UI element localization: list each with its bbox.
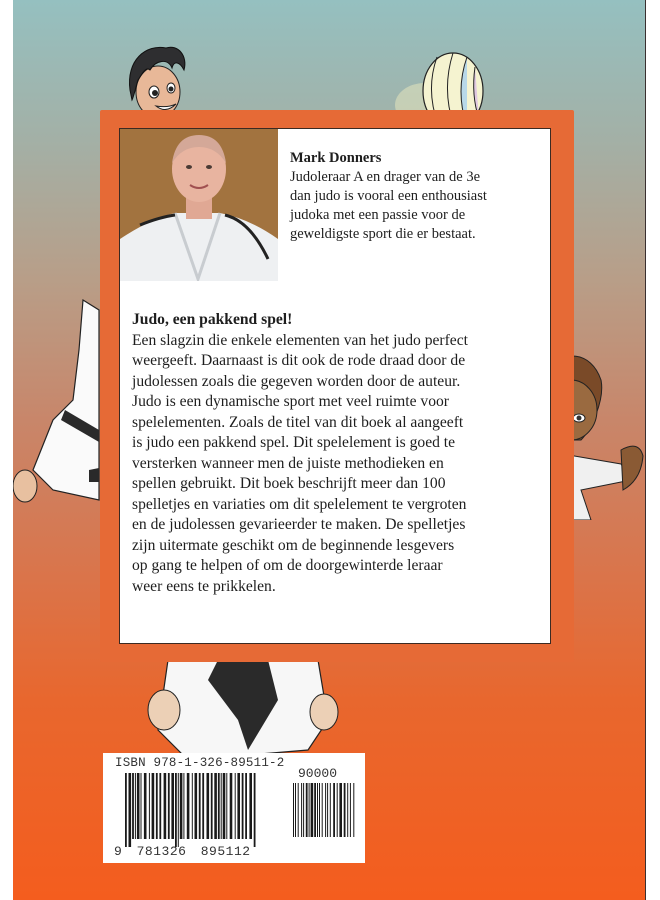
blurb-line: weer eens te prikkelen. xyxy=(132,577,276,595)
barcode-bar xyxy=(293,783,294,837)
barcode-bar xyxy=(141,773,142,839)
isbn-barcode xyxy=(103,753,365,863)
book-blurb xyxy=(132,310,548,597)
barcode-bar xyxy=(344,783,346,837)
barcode-bar xyxy=(333,783,335,837)
barcode-bar xyxy=(309,783,310,837)
barcode-bar xyxy=(207,773,210,839)
author-bio-line: dan judo is vooral een enthousiast xyxy=(290,188,487,204)
barcode-bar xyxy=(199,773,201,839)
barcode-bar xyxy=(298,783,299,837)
author-bio-line: judoka met een passie voor de xyxy=(290,207,466,223)
ean-right-digits: 895112 xyxy=(200,844,251,859)
barcode-bar xyxy=(221,773,222,839)
barcode-bar xyxy=(337,783,338,837)
barcode-bar xyxy=(226,773,227,839)
barcode-bar xyxy=(144,773,147,839)
barcode-bar xyxy=(135,773,136,839)
barcode-bar xyxy=(164,773,167,839)
blurb-line: spelelementen. Zoals de titel van dit boek al aangeeft xyxy=(132,413,464,431)
barcode-bar xyxy=(301,783,302,837)
blurb-line: is judo een pakkend spel. Dit spelelement is goed te xyxy=(132,434,456,451)
barcode-bar xyxy=(350,783,351,837)
author-bio xyxy=(290,149,550,244)
author-bio-line: Judoleraar A en drager van de 3e xyxy=(290,169,481,185)
barcode-bar xyxy=(311,783,314,837)
info-card-inner xyxy=(119,128,551,644)
barcode-bar xyxy=(254,773,256,847)
barcode-bar xyxy=(317,783,318,837)
blurb-line: spelletjes en variaties om dit spelelement te vergroten xyxy=(132,495,467,513)
barcode-bar xyxy=(125,773,127,847)
barcode-bar xyxy=(319,783,320,837)
barcode-bar xyxy=(353,783,354,837)
cartoon-boy-head-illustration xyxy=(116,40,196,120)
blurb-line: judolessen zoals die gegeven worden door de auteur. xyxy=(132,372,461,390)
barcode-bar xyxy=(242,773,244,839)
ean-digits xyxy=(114,844,251,859)
blurb-title: Judo, een pakkend spel! xyxy=(132,311,293,328)
barcode-bar xyxy=(306,783,308,837)
ean-first-digit: 9 xyxy=(114,844,123,859)
barcode-bar xyxy=(322,783,323,837)
barcode-bar xyxy=(327,783,328,837)
barcode-bar xyxy=(230,773,233,839)
barcode-bar xyxy=(235,773,236,839)
barcode-bar xyxy=(149,773,150,839)
blurb-line: zijn uitermate geschikt om de beginnende lesgevers xyxy=(132,536,455,554)
isbn-label: ISBN 978-1-326-89511-2 xyxy=(115,756,285,770)
barcode-bar xyxy=(178,773,179,847)
ean-barcode-bars xyxy=(125,773,257,847)
author-name: Mark Donners xyxy=(290,150,382,166)
blurb-line: op gang te helpen of om de doorgewinterde leraar xyxy=(132,557,443,574)
author-portrait-image xyxy=(120,129,278,281)
blurb-line: Judo is een dynamische sport met veel ruimte voor xyxy=(132,393,449,410)
barcode-bar xyxy=(211,773,213,839)
blurb-line: spellen gebruikt. Dit boek beschrijft meer dan 100 xyxy=(132,475,446,492)
author-photo xyxy=(120,129,278,281)
barcode-bar xyxy=(330,783,331,837)
barcode-bar xyxy=(303,783,304,837)
blurb-line: en de judolessen gevarieerder te maken. De spelletjes xyxy=(132,516,466,533)
barcode-bar xyxy=(249,773,252,839)
blurb-line: Een slagzin die enkele elementen van het judo perfect xyxy=(132,331,468,349)
cartoon-judoka-bottom-illustration xyxy=(128,660,348,760)
barcode-bar xyxy=(156,773,158,839)
barcode-bar xyxy=(195,773,198,839)
barcode-bar xyxy=(187,773,190,839)
barcode-bar xyxy=(325,783,326,837)
barcode-bar xyxy=(295,783,296,837)
book-back-cover xyxy=(13,0,646,900)
barcode-bar xyxy=(202,773,204,839)
blurb-line: weergeeft. Daarnaast is dit ook de rode draad door de xyxy=(132,352,466,369)
barcode-bar xyxy=(339,783,342,837)
addon-barcode-bars xyxy=(293,783,355,845)
author-bio-line: geweldigste sport die er bestaat. xyxy=(290,226,476,242)
barcode-bar xyxy=(171,773,174,839)
blurb-line: versterken wanneer men de juiste methodieken en xyxy=(132,454,444,472)
barcode-bar xyxy=(314,783,316,837)
barcode-bar xyxy=(152,773,155,839)
barcode-bar xyxy=(180,773,183,839)
barcode-bar xyxy=(175,773,177,847)
info-card xyxy=(100,110,574,662)
cartoon-judoka-left-illustration xyxy=(13,290,113,510)
barcode-bar xyxy=(237,773,240,839)
barcode-bar xyxy=(132,773,134,839)
barcode-bar xyxy=(159,773,161,839)
barcode-bar xyxy=(129,773,132,847)
barcode-bar xyxy=(218,773,220,839)
price-code: 90000 xyxy=(298,766,338,781)
barcode-bar xyxy=(137,773,140,839)
barcode-bar xyxy=(192,773,193,839)
barcode-bar xyxy=(223,773,226,839)
barcode-bar xyxy=(183,773,184,839)
barcode-bar xyxy=(168,773,170,839)
barcode-bar xyxy=(245,773,247,839)
barcode-bar xyxy=(214,773,217,839)
barcode-bar xyxy=(347,783,348,837)
ean-left-digits: 781326 xyxy=(136,844,187,859)
